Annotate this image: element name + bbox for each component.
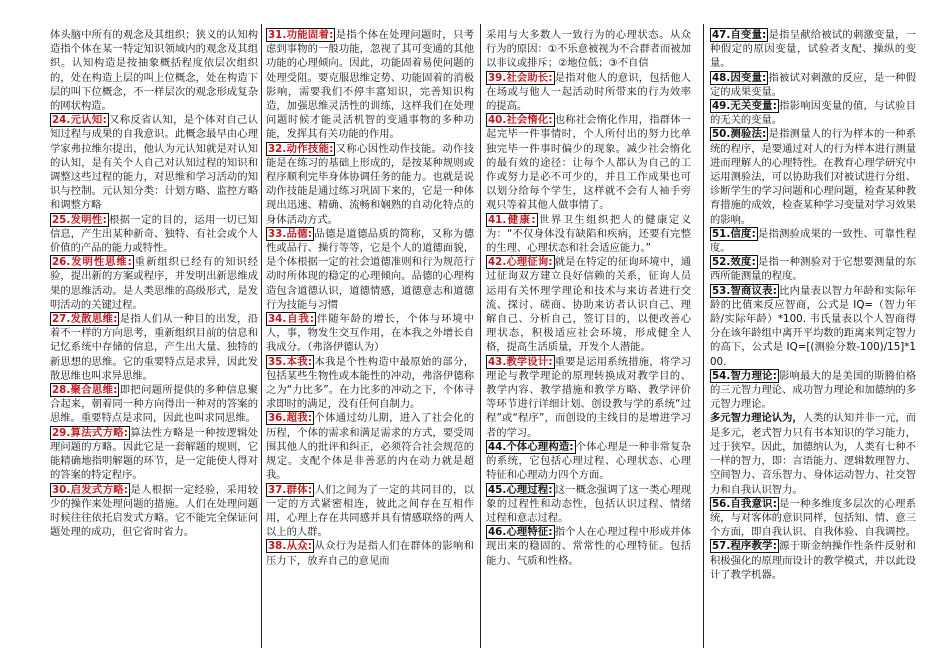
entry-body: 人类的认知并非一元，而是多元，老式智力只有书本知识的学习能力，过于狭窄。因此，加德纳认为，人类有七种不一样的智力，即：言语能力、逻辑数理智力、空间智力、音乐智力、身体运动智力、社交智力和自我认识智力。 xyxy=(710,412,916,496)
entry-body: 伴随年龄的增长，个体与环境中人，事，物发生交互作用，在本我之外增长自我成分。（弗洛伊德认为） xyxy=(266,313,474,354)
column-divider xyxy=(703,24,704,648)
entry-56 xyxy=(710,497,916,540)
entry-term: 46.心理特征: xyxy=(488,526,553,539)
entry-body: 又称反省认知，是个体对自己认知过程与成果的自我意识。此概念最早由心理学家弗拉维尔提出，他认为元认知就是对认知的认知，是有关个人自己对认知过程的知识和调整这些过程的能力，对思维和学习活动的知识与控制。元认知分类：计划方略、监控方略和调整方略 xyxy=(50,114,258,212)
entry-26 xyxy=(50,255,258,312)
entry-term: 52.效度: xyxy=(712,256,756,269)
entry-term: 45.心理过程: xyxy=(488,483,553,496)
column-1 xyxy=(50,28,258,644)
entry-body: 是指对他人的意识，包括他人在场或与他人一起活动时所带来的行为效率的提高。 xyxy=(486,71,691,113)
entry-term: 31.功能固着: xyxy=(268,29,334,41)
entry-body: 源于斯金纳操作性条件反射和积极强化的原理而设计的教学模式，并以此设计了教学机器。 xyxy=(710,540,916,581)
entry-term: 42.心理征询: xyxy=(488,256,553,269)
entry-53 xyxy=(710,284,916,369)
entry-multiple-intelligences xyxy=(710,411,916,496)
entry-body: 是人根据一定经验，采用较少的操作来处理问题的措施。人们在处理问题时候往往依托启发式方略。它不能完全保证问题处理的成功，但它省时省力。 xyxy=(50,483,258,539)
entry-term: 51.信度: xyxy=(712,227,756,240)
entry-38 xyxy=(266,539,474,567)
entry-term: 24.元认知: xyxy=(52,114,107,127)
entry-body: 从众行为是指人们在群体的影响和压力下，放弃自己的意见而 xyxy=(266,540,474,567)
entry-body: 又称心因性动作技能。动作技能是在练习的基础上形成的，是按某种规则或程序顺利完毕身体协调任务的能力。也就是说动作技能是通过练习巩固下来的，它是一种体现出迅速、精确、流畅和娴熟的自动化特点的身体活动方式。 xyxy=(266,142,474,226)
entry-52 xyxy=(710,255,916,283)
column-2 xyxy=(266,28,474,644)
entry-body: 是指测量人的行为样本的一种系统的程序，是要通过对人的行为样本进行测量进而理解人的心理特性。在教育心理学研究中运用测验法，可以协助我们对被试进行分组、诊断学生的学习问题和心理问题，检查某种教育措施的成效，检查某种学习变量对学习效果的影响。 xyxy=(710,128,916,226)
entry-42 xyxy=(486,255,691,354)
entry-term: 54.智力理论: xyxy=(712,369,777,382)
entry-45 xyxy=(486,483,691,526)
entry-term: 57.程序教学: xyxy=(712,540,777,553)
entry-49 xyxy=(710,99,916,127)
entry-body: 影响最大的是美国的斯腾伯格的三元智力理论、成功智力理论和加德纳的多元智力理论。 xyxy=(710,369,916,411)
entry-term: 39.社会助长: xyxy=(488,71,553,84)
entry-41 xyxy=(486,213,691,256)
column-4 xyxy=(710,28,916,644)
entry-body: 重新组织已经有的知识经验，提出新的方案或程序，并发明出新思维成果的思维活动。是人类思维的高级形式，是发明活动的关键过程。 xyxy=(50,256,258,311)
entry-term: 25.发明性: xyxy=(52,213,107,226)
entry-term: 36.超我: xyxy=(268,412,313,425)
entry-term: 44.个体心理构造: xyxy=(488,440,574,453)
entry-term: 33.品德: xyxy=(268,227,313,240)
entry-body: 是指个体在处理问题时，只考虑到事物的一般功能，忽视了其可变通的其他功能的心理倾向。因此，功能固着易使问题的处理受阻。要克服思维定势、功能固着的消极影响，需要我们不停丰富知识，完善知识构造，加强思维灵活性的训练，这样我们在处理问题时候才能灵活机智的变通事物的多种功能，发挥其有关功能的作用。 xyxy=(266,29,474,141)
entry-body: 算法性方略是一种按逻辑处理问题的方略。因此它是一套解题的规则，它能精确地指明解题的环节，是一定能使人得对的答案的特定程序。 xyxy=(50,426,258,482)
entry-35 xyxy=(266,355,474,412)
entry-term: 37.群体: xyxy=(268,483,313,496)
entry-term: 50.测验法: xyxy=(712,128,767,141)
entry-term: 47.自变量: xyxy=(712,29,767,41)
entry-term: 38.从众: xyxy=(268,540,313,553)
entry-term: 多元智力理论认为， xyxy=(710,412,803,425)
entry-25 xyxy=(50,213,258,256)
entry-term: 41.健康: xyxy=(488,213,536,226)
entry-term: 43.教学设计: xyxy=(488,355,553,368)
entry-term: 34.自我: xyxy=(268,313,314,326)
entry-body: 体头脑中所有的观念及其组织；狭义的认知构造指个体在某一特定知识领域内的观念及其组织。认知构造是按抽象概括程度依层次组织的，处在构造上层的叫上位概念，处在构造下层的叫下位概念，不一样层次的观念形成复杂的网状构造。 xyxy=(50,29,258,113)
entry-57 xyxy=(710,539,916,582)
entry-44 xyxy=(486,440,691,483)
entry-27 xyxy=(50,312,258,383)
column-divider xyxy=(480,24,481,648)
entry-continuation xyxy=(50,28,258,113)
entry-36 xyxy=(266,411,474,482)
entry-body: 即把问题所提供的多种信息聚合起来，朝着同一种方向得出一种对的答案的思维。重要特点是求同，因此也叫求同思维。 xyxy=(50,384,258,425)
entry-term: 26.发明性思维: xyxy=(52,256,132,269)
entry-term: 32.动作技能: xyxy=(268,142,334,155)
entry-29 xyxy=(50,426,258,483)
entry-body: 是一种多维度多层次的心理系统，与对客体的意识同样，包括知、情、意三个方面，即自我认识、自我体验、自我调控。 xyxy=(710,497,916,539)
entry-46 xyxy=(486,525,691,568)
entry-39 xyxy=(486,71,691,114)
entry-body: 人们之间为了一定的共同目的，以一定的方式紧密相连，彼此之间存在互相作用，心理上存在共同感并具有情感联络的两人以上的人群。 xyxy=(266,483,474,539)
entry-body: 本我是个性构造中最原始的部分，包括某些生物性或本能性的冲动，弗洛伊德称之为“力比多”。在力比多的冲动之下，个体寻求即时的满足，没有任何自制力。 xyxy=(266,355,474,411)
entry-body: 个体通过幼儿期，进入了社会化的历程，个体的需求和满足需求的方式，要受周围其他人的批评和纠正，必须符合社会规范的规定。支配个体是非善恶的内在动力就是超我。 xyxy=(266,412,474,482)
entry-body: 指个人在心理过程中形成并体现出来的稳固的、常常性的心理特征。包括能力、气质和性格。 xyxy=(486,526,691,567)
entry-32 xyxy=(266,142,474,227)
entry-term: 49.无关变量: xyxy=(712,100,777,113)
entry-34 xyxy=(266,312,474,355)
entry-40 xyxy=(486,113,691,212)
entry-body: 根据一定的目的，运用一切已知信息，产生出某种新奇、独特、有社会或个人价值的产品的能力或特性。 xyxy=(50,213,258,255)
entry-term: 56.自我意识: xyxy=(712,497,777,510)
entry-31 xyxy=(266,28,474,142)
entry-48 xyxy=(710,71,916,99)
entry-30 xyxy=(50,483,258,540)
entry-body: 比内量表以智力年龄和实际年龄的比值来反应智商，公式是 IQ=（智力年龄/实际年龄）*100. 韦氏量表以个人智商得分在该年龄组中离开平均数的距离来判定智力的高下，公式是 IQ=[(测验分数-100)/15]*100. xyxy=(710,284,916,368)
entry-term: 30.启发式方略: xyxy=(52,483,129,496)
entry-term: 29.算法式方略: xyxy=(52,426,129,439)
entry-term: 40.社会惰化: xyxy=(488,114,553,127)
entry-body: 是指呈献给被试的刺激变量，一种假定的原因变量，试验者支配、操纵的变量。 xyxy=(710,29,916,70)
entry-continuation xyxy=(486,28,691,71)
entry-term: 53.智商议表: xyxy=(712,284,777,297)
entry-43 xyxy=(486,355,691,440)
entry-51 xyxy=(710,227,916,255)
entry-47 xyxy=(710,28,916,71)
entry-term: 28.聚合思维: xyxy=(52,384,118,397)
entry-body: 指影响因变量的值，与试验目的无关的变量。 xyxy=(710,100,916,127)
entry-body: 就是在特定的征询环境中，通过征询双方建立良好信赖的关系，征询人员运用有关怀理学理论和技术与来访者进行交流、探讨、磋商、协助来访者认识自己、理解自己、分析自己，签订目的，以便改善心理状态，积极适应社会环境，形成健全人格，提高生活质量，开发个人潜能。 xyxy=(486,256,691,354)
entry-body: 是指一种测验对于它想要测量的东西所能测量的程度。 xyxy=(710,256,916,283)
entry-body: 采用与大多数人一致行为的心理状态。从众行为的原因：①不乐意被视为不合群者而被加以非议或排斥；②地位低；③不自信 xyxy=(486,29,691,70)
entry-54 xyxy=(710,369,916,412)
entry-body: 是指人们从一种目的出发，沿着不一样的方向思考，重新组织目前的信息和记忆系统中存储的信息，产生出大量、独特的新思想的思维。它的重要特点是求异，因此发散思维也叫求异思维。 xyxy=(50,313,258,382)
column-3 xyxy=(486,28,691,644)
entry-term: 35.本我: xyxy=(268,355,313,368)
entry-body: 指被试对刺激的反应，是一种假定的成果变量。 xyxy=(710,71,916,98)
entry-50 xyxy=(710,127,916,226)
entry-body: 这一概念强调了这一类心理现象的过程性和动态性，包括认识过程、情绪过程和意志过程。 xyxy=(486,483,691,524)
entry-term: 27.发散思维: xyxy=(52,313,118,326)
entry-term: 48.因变量: xyxy=(712,71,767,84)
entry-body: 世界卫生组织把人的健康定义为：“不仅身体没有缺陷和疾病，还要有完整的生理、心理状态和社会适应能力。” xyxy=(486,213,691,255)
entry-37 xyxy=(266,483,474,540)
entry-body: 是指测验成果的一致性、可靠性程度。 xyxy=(710,227,916,255)
column-divider xyxy=(261,24,262,648)
entry-body: 品德是道德品质的简称，又称为德性或品行、操行等等，它是个人的道德面貌，是个体根据一定的社会道德准则和行为规范行动时所体现的稳定的心理倾向。品德的心理构造包含道德认识，道德情感，道德意志和道德行为技能与习惯 xyxy=(266,227,474,311)
entry-body: 个体心理是一种非常复杂的系统，它包括心理过程、心理状态、心理特征和心理动力四个方面。 xyxy=(486,440,691,482)
entry-body: 重要是运用系统措施，将学习理论与教学理论的原理转换成对教学目的、教学内容、教学措施和教学方略、教学评价等环节进行详细计划、创设教与学的系统“过程”或“程序”，而创设的主线目的是增进学习者的学习。 xyxy=(486,355,691,439)
entry-28 xyxy=(50,383,258,426)
entry-body: 也称社会惰化作用，指群体一起完毕一件事情时，个人所付出的努力比单独完毕一件事时偏少的现象。减少社会惰化的最有效的途径：让每个人都认为自己的工作或努力是必不可少的，并且工作成果也可以划分给每个学生，这样就不会有人袖手旁观只等着其他人做事情了。 xyxy=(486,114,691,212)
entry-24 xyxy=(50,113,258,212)
entry-33 xyxy=(266,227,474,312)
